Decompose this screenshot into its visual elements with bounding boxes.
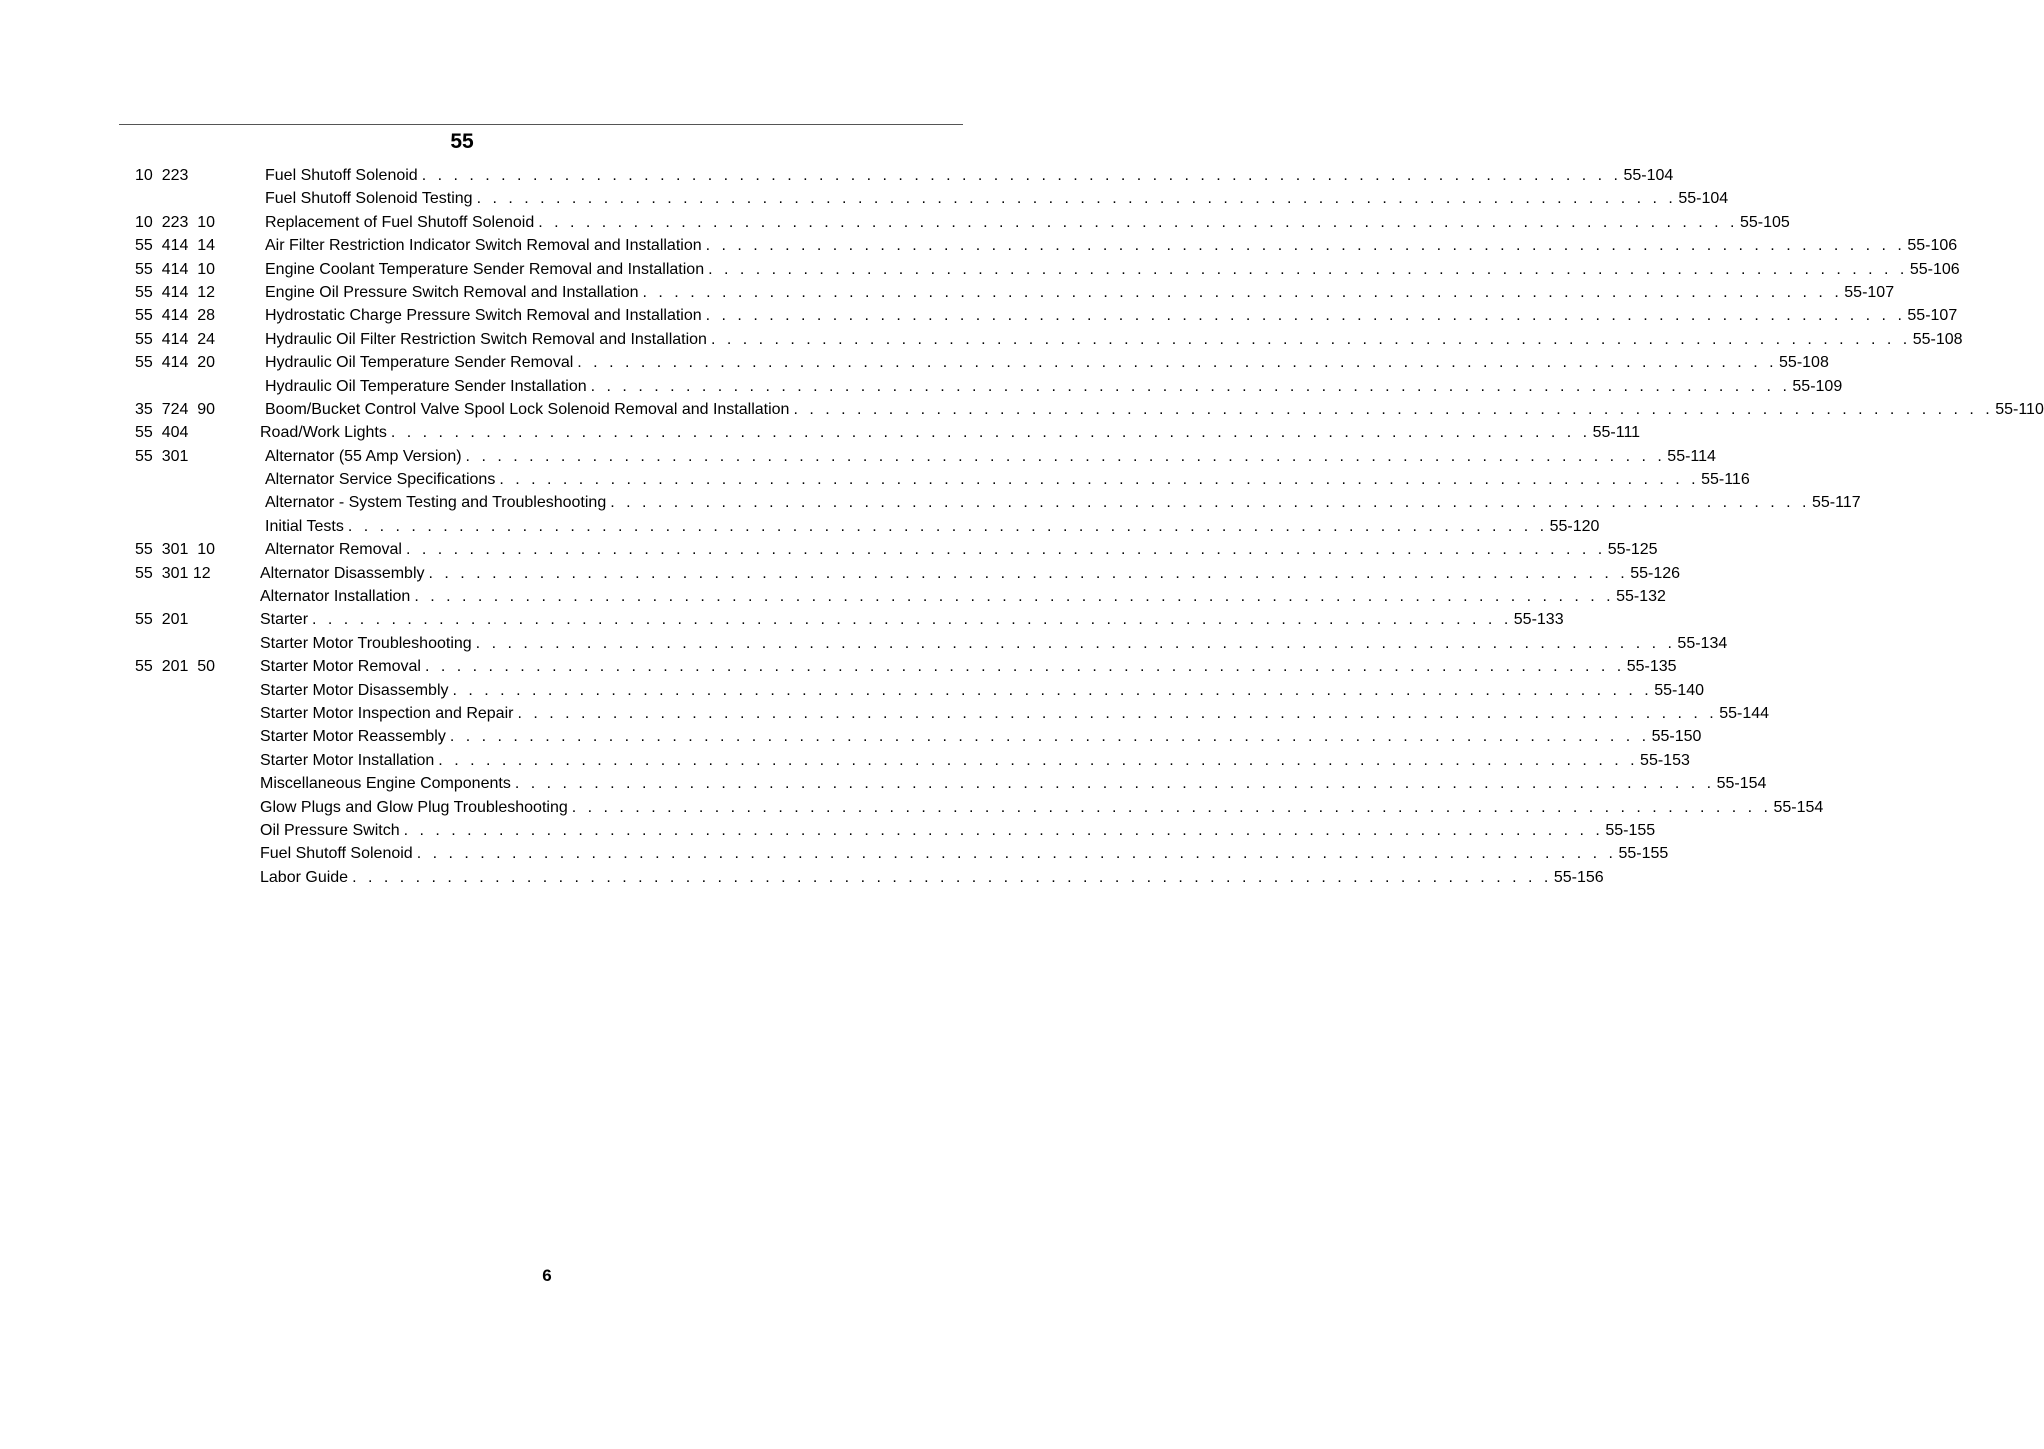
toc-entry: [0, 702, 1770, 725]
toc-entry-page: 55-109: [1792, 377, 1843, 395]
toc-entry-line: [260, 749, 1690, 772]
toc-entry-line: [260, 679, 1705, 702]
toc-entry-page: 55-108: [1912, 330, 1963, 348]
toc-entry-title: Alternator - System Testing and Troubleshooting: [265, 494, 607, 512]
dot-leader: . . . . . . . . . . . . . . . . . . . . . . . . . . . . . . . . . . . . . . . . . . . . . . . . . . . . . . . . . . . . . . . . . . . . . . . . . . . .: [424, 658, 1625, 676]
toc-entry-title: Engine Coolant Temperature Sender Removal and Installation: [265, 260, 705, 278]
dot-leader: . . . . . . . . . . . . . . . . . . . . . . . . . . . . . . . . . . . . . . . . . . . . . . . . . . . . . . . . . . . . . . . . . . . . . . . . . . . .: [610, 494, 1810, 512]
toc-entry-page: 55-117: [1811, 494, 1861, 512]
section-number: 55: [450, 130, 474, 153]
dot-leader: . . . . . . . . . . . . . . . . . . . . . . . . . . . . . . . . . . . . . . . . . . . . . . . . . . . . . . . . . . . . . . . . . . . . . . . . . . . .: [705, 237, 1906, 255]
toc-entry-code: 10 223: [135, 167, 189, 184]
toc-entry-title: Glow Plugs and Glow Plug Troubleshooting: [260, 798, 568, 816]
dot-leader: . . . . . . . . . . . . . . . . . . . . . . . . . . . . . . . . . . . . . . . . . . . . . . . . . . . . . . . . . . . . . . . . . . . . . . . . . . . .: [793, 400, 1994, 418]
dot-leader: . . . . . . . . . . . . . . . . . . . . . . . . . . . . . . . . . . . . . . . . . . . . . . . . . . . . . . . . . . . . . . . . . . . . . . . . . . . .: [475, 634, 1676, 652]
dot-leader: . . . . . . . . . . . . . . . . . . . . . . . . . . . . . . . . . . . . . . . . . . . . . . . . . . . . . . . . . . . . . . . . . . . . . . . . . . . .: [708, 260, 1908, 278]
dot-leader: . . . . . . . . . . . . . . . . . . . . . . . . . . . . . . . . . . . . . . . . . . . . . . . . . . . . . . . . . . . . . . . . . . . . . . . . . . . .: [312, 611, 1512, 629]
dot-leader: . . . . . . . . . . . . . . . . . . . . . . . . . . . . . . . . . . . . . . . . . . . . . . . . . . . . . . . . . . . . . . . . . . . . . . . . . . . .: [642, 283, 1843, 301]
toc-entry-title: Miscellaneous Engine Components: [260, 775, 511, 793]
toc-entry-line: [260, 842, 1669, 865]
toc-entry: [0, 679, 1705, 702]
toc-entry-title: Alternator Installation: [260, 588, 411, 606]
toc-entry-line: [260, 632, 1728, 655]
toc-entry-line: [260, 819, 1656, 842]
dot-leader: . . . . . . . . . . . . . . . . . . . . . . . . . . . . . . . . . . . . . . . . . . . . . . . . . . . . . . . . . . . . . . . . . . . . . . . . . . . .: [538, 213, 1738, 231]
toc-entry: [0, 351, 1829, 374]
toc-entry-title: Initial Tests: [265, 517, 344, 535]
toc-entry-line: [260, 655, 1677, 678]
toc-entry-code: 55 414 12: [135, 283, 216, 301]
toc-entry-code: 55 414 10: [135, 260, 216, 278]
toc-entry-title: Starter Motor Inspection and Repair: [260, 704, 514, 722]
toc-entry-line: [260, 796, 1824, 819]
toc-entry-page: 55-125: [1607, 541, 1658, 559]
dot-leader: . . . . . . . . . . . . . . . . . . . . . . . . . . . . . . . . . . . . . . . . . . . . . . . . . . . . . . . . . . . . . . . . . . . . . . . . . . . .: [449, 728, 1650, 746]
toc-entry-page: 55-116: [1701, 471, 1750, 489]
toc-entry-title: Alternator Service Specifications: [265, 471, 496, 489]
toc-entry-code: 55 301: [135, 447, 189, 465]
toc-entry-title: Starter Motor Troubleshooting: [260, 634, 472, 652]
dot-leader: . . . . . . . . . . . . . . . . . . . . . . . . . . . . . . . . . . . . . . . . . . . . . . . . . . . . . . . . . . . . . . . . . . . . . . . . . . . .: [405, 541, 1606, 559]
toc-entry-title: Boom/Bucket Control Valve Spool Lock Solenoid Removal and Installation: [265, 400, 790, 418]
toc-entry-line: [260, 585, 1666, 608]
toc-entry-line: [260, 702, 1770, 725]
toc-entry-page: 55-106: [1907, 237, 1958, 255]
toc-entry: [0, 304, 1958, 327]
toc-entry-code: 55 414 24: [135, 330, 216, 348]
toc-entry: [0, 608, 1564, 631]
toc-entry-line: [260, 562, 1681, 585]
toc-entry-page: 55-140: [1654, 681, 1705, 699]
toc-entry-title: Replacement of Fuel Shutoff Solenoid: [265, 213, 535, 231]
dot-leader: . . . . . . . . . . . . . . . . . . . . . . . . . . . . . . . . . . . . . . . . . . . . . . . . . . . . . . . . . . . . . . . . . . . . . . . . . . . .: [590, 377, 1791, 395]
toc-entry-page: 55-104: [1678, 190, 1729, 208]
toc-entry-page: 55-111: [1592, 424, 1641, 442]
toc-entry-page: 55-110: [1995, 400, 2044, 418]
toc-entry-page: 55-156: [1553, 868, 1604, 886]
toc-entry-line: [265, 351, 1829, 374]
toc-entry-page: 55-106: [1909, 260, 1960, 278]
toc-entry-title: Hydraulic Oil Filter Restriction Switch Removal and Installation: [265, 330, 707, 348]
toc-entry-page: 55-134: [1677, 634, 1728, 652]
toc-entry-line: [260, 772, 1767, 795]
toc-entry-line: [265, 468, 1750, 491]
toc-entry-line: [260, 725, 1702, 748]
toc-entry-title: Fuel Shutoff Solenoid Testing: [265, 190, 473, 208]
toc-entry-page: 55-150: [1651, 728, 1702, 746]
toc-entry-code: 55 301 10: [135, 541, 216, 559]
toc-entry: [0, 164, 1674, 187]
toc-entry-page: 55-108: [1779, 354, 1829, 372]
dot-leader: . . . . . . . . . . . . . . . . . . . . . . . . . . . . . . . . . . . . . . . . . . . . . . . . . . . . . . . . . . . . . . . . . . . . . . . . . . . .: [517, 704, 1718, 722]
toc-entry: [0, 398, 2044, 421]
toc-entry-page: 55-154: [1773, 798, 1824, 816]
dot-leader: . . . . . . . . . . . . . . . . . . . . . . . . . . . . . . . . . . . . . . . . . . . . . . . . . . . . . . . . . . . . . . . . . . . . . . . . . . . .: [705, 307, 1906, 325]
dot-leader: . . . . . . . . . . . . . . . . . . . . . . . . . . . . . . . . . . . . . . . . . . . . . . . . . . . . . . . . . . . . . . . . . . . . . . . . . . . .: [416, 845, 1617, 863]
dot-leader: . . . . . . . . . . . . . . . . . . . . . . . . . . . . . . . . . . . . . . . . . . . . . . . . . . . . . . . . . . . . . . . . . . . . . . . . . . . .: [390, 424, 1591, 442]
toc-entry-code: 55 201 50: [135, 658, 216, 676]
toc-entry-code: 55 301 12: [135, 564, 211, 582]
toc-entry-title: Starter: [260, 611, 309, 629]
toc-entry-line: [265, 211, 1790, 234]
toc-entry-title: Oil Pressure Switch: [260, 821, 400, 839]
toc-entry: [0, 258, 1960, 281]
toc-entry-page: 55-144: [1719, 704, 1770, 722]
toc-entry-title: Alternator (55 Amp Version): [265, 447, 462, 465]
toc-entry: [0, 375, 1843, 398]
dot-leader: . . . . . . . . . . . . . . . . . . . . . . . . . . . . . . . . . . . . . . . . . . . . . . . . . . . . . . . . . . . . . . . . . . . . . . . . . . . .: [352, 868, 1552, 886]
header-rule: [119, 124, 963, 125]
toc-entry-line: [265, 187, 1729, 210]
toc-entry: [0, 468, 1750, 491]
toc-entry-code: 10 223 10: [135, 213, 216, 231]
toc-entry-line: [265, 515, 1600, 538]
toc-entry-line: [260, 866, 1604, 889]
toc-entry: [0, 772, 1767, 795]
toc-entry-title: Alternator Removal: [265, 541, 402, 559]
toc-entry-line: [265, 328, 1963, 351]
toc-entry: [0, 187, 1729, 210]
toc-entry-title: Fuel Shutoff Solenoid: [265, 167, 418, 184]
toc-entry-page: 55-135: [1626, 658, 1677, 676]
toc-entry: [0, 866, 1604, 889]
toc-entry-title: Starter Motor Removal: [260, 658, 421, 676]
toc-entry-line: [260, 608, 1564, 631]
dot-leader: . . . . . . . . . . . . . . . . . . . . . . . . . . . . . . . . . . . . . . . . . . . . . . . . . . . . . . . . . . . . . . . . . . . . . . . . . . . .: [514, 775, 1715, 793]
toc-entry-line: [265, 491, 1861, 514]
toc-entry-line: [265, 164, 1674, 187]
dot-leader: . . . . . . . . . . . . . . . . . . . . . . . . . . . . . . . . . . . . . . . . . . . . . . . . . . . . . . . . . . . . . . . . . . . . . . . . . . . .: [403, 821, 1604, 839]
toc-entry-page: 55-120: [1549, 517, 1600, 535]
toc-entry-title: Alternator Disassembly: [260, 564, 425, 582]
toc-entry-title: Air Filter Restriction Indicator Switch Removal and Installation: [265, 237, 702, 255]
toc-entry: [0, 445, 1716, 468]
toc-entry: [0, 585, 1666, 608]
toc-entry-line: [265, 445, 1716, 468]
toc-entry: [0, 796, 1824, 819]
toc-entry: [0, 491, 1861, 514]
toc-entry-page: 55-107: [1907, 307, 1958, 325]
dot-leader: . . . . . . . . . . . . . . . . . . . . . . . . . . . . . . . . . . . . . . . . . . . . . . . . . . . . . . . . . . . . . . . . . . . . . . . . . . . .: [571, 798, 1772, 816]
toc-entry: [0, 655, 1677, 678]
toc-entry-page: 55-133: [1513, 611, 1564, 629]
toc-entry-title: Hydrostatic Charge Pressure Switch Removal and Installation: [265, 307, 702, 325]
dot-leader: . . . . . . . . . . . . . . . . . . . . . . . . . . . . . . . . . . . . . . . . . . . . . . . . . . . . . . . . . . . . . . . . . . . . . . . . . . . .: [476, 190, 1677, 208]
toc-entry-code: 55 404: [135, 424, 189, 442]
toc-entry: [0, 749, 1690, 772]
toc-entry-title: Engine Oil Pressure Switch Removal and Installation: [265, 283, 639, 301]
toc-entry-page: 55-126: [1630, 564, 1681, 582]
toc-entry: [0, 562, 1681, 585]
toc-entry-line: [265, 398, 2044, 421]
toc-entry: [0, 819, 1656, 842]
toc-entry-page: 55-105: [1739, 213, 1790, 231]
toc-entry: [0, 538, 1658, 561]
toc-entry-line: [265, 304, 1958, 327]
dot-leader: . . . . . . . . . . . . . . . . . . . . . . . . . . . . . . . . . . . . . . . . . . . . . . . . . . . . . . . . . . . . . . . . . . . . . . . . . . . .: [452, 681, 1653, 699]
toc-entry-line: [265, 281, 1895, 304]
toc-entry-title: Starter Motor Reassembly: [260, 728, 446, 746]
page-number: 6: [542, 1266, 552, 1285]
toc-entry-title: Starter Motor Disassembly: [260, 681, 449, 699]
toc-entry-title: Road/Work Lights: [260, 424, 387, 442]
toc-entry: [0, 842, 1669, 865]
dot-leader: . . . . . . . . . . . . . . . . . . . . . . . . . . . . . . . . . . . . . . . . . . . . . . . . . . . . . . . . . . . . . . . . . . . . . . . . . . . .: [347, 517, 1548, 535]
toc-entry-title: Labor Guide: [260, 868, 349, 886]
dot-leader: . . . . . . . . . . . . . . . . . . . . . . . . . . . . . . . . . . . . . . . . . . . . . . . . . . . . . . . . . . . . . . . . . . . . . . . . . . . .: [428, 564, 1629, 582]
dot-leader: . . . . . . . . . . . . . . . . . . . . . . . . . . . . . . . . . . . . . . . . . . . . . . . . . . . . . . . . . . . . . . . . . . . . . . . . . . . .: [414, 588, 1615, 606]
dot-leader: . . . . . . . . . . . . . . . . . . . . . . . . . . . . . . . . . . . . . . . . . . . . . . . . . . . . . . . . . . . . . . . . . . . . . . . . . . . .: [499, 471, 1700, 489]
toc-entry-code: 55 414 20: [135, 354, 216, 372]
dot-leader: . . . . . . . . . . . . . . . . . . . . . . . . . . . . . . . . . . . . . . . . . . . . . . . . . . . . . . . . . . . . . . . . . . . . . . . . . . . .: [421, 167, 1622, 184]
toc-entry: [0, 281, 1895, 304]
toc-entry: [0, 725, 1702, 748]
toc-entry-line: [265, 258, 1960, 281]
toc-entry-line: [265, 234, 1958, 257]
toc-entry-page: 55-155: [1618, 845, 1669, 863]
dot-leader: . . . . . . . . . . . . . . . . . . . . . . . . . . . . . . . . . . . . . . . . . . . . . . . . . . . . . . . . . . . . . . . . . . . . . . . . . . . .: [465, 447, 1666, 465]
toc-entry-page: 55-154: [1716, 775, 1767, 793]
toc-entry-page: 55-114: [1667, 447, 1716, 465]
toc-entry: [0, 328, 1963, 351]
toc-entry-page: 55-107: [1844, 283, 1895, 301]
toc-entry-title: Starter Motor Installation: [260, 751, 435, 769]
toc-entry-line: [260, 421, 1641, 444]
toc-entry: [0, 632, 1728, 655]
toc-entry-code: 55 201: [135, 611, 189, 629]
toc-entry-title: Hydraulic Oil Temperature Sender Installation: [265, 377, 587, 395]
toc-entry-line: [265, 375, 1843, 398]
toc-entry: [0, 234, 1958, 257]
toc-entry-page: 55-132: [1616, 588, 1666, 606]
toc-entry: [0, 421, 1641, 444]
toc-entry: [0, 211, 1790, 234]
dot-leader: . . . . . . . . . . . . . . . . . . . . . . . . . . . . . . . . . . . . . . . . . . . . . . . . . . . . . . . . . . . . . . . . . . . . . . . . . . . .: [577, 354, 1778, 372]
toc-entry-code: 55 414 28: [135, 307, 216, 325]
toc-entry: [0, 515, 1600, 538]
toc-entry-line: [265, 538, 1658, 561]
toc-entry-title: Hydraulic Oil Temperature Sender Removal: [265, 354, 574, 372]
toc-entry-code: 55 414 14: [135, 237, 216, 255]
toc-entry-title: Fuel Shutoff Solenoid: [260, 845, 413, 863]
toc-entry-page: 55-155: [1605, 821, 1656, 839]
toc-entry-page: 55-104: [1623, 167, 1674, 184]
dot-leader: . . . . . . . . . . . . . . . . . . . . . . . . . . . . . . . . . . . . . . . . . . . . . . . . . . . . . . . . . . . . . . . . . . . . . . . . . . . .: [710, 330, 1911, 348]
toc-list: [0, 164, 2044, 889]
toc-entry-code: 35 724 90: [135, 400, 216, 418]
toc-entry-page: 55-153: [1640, 751, 1690, 769]
dot-leader: . . . . . . . . . . . . . . . . . . . . . . . . . . . . . . . . . . . . . . . . . . . . . . . . . . . . . . . . . . . . . . . . . . . . . . . . . . . .: [438, 751, 1639, 769]
